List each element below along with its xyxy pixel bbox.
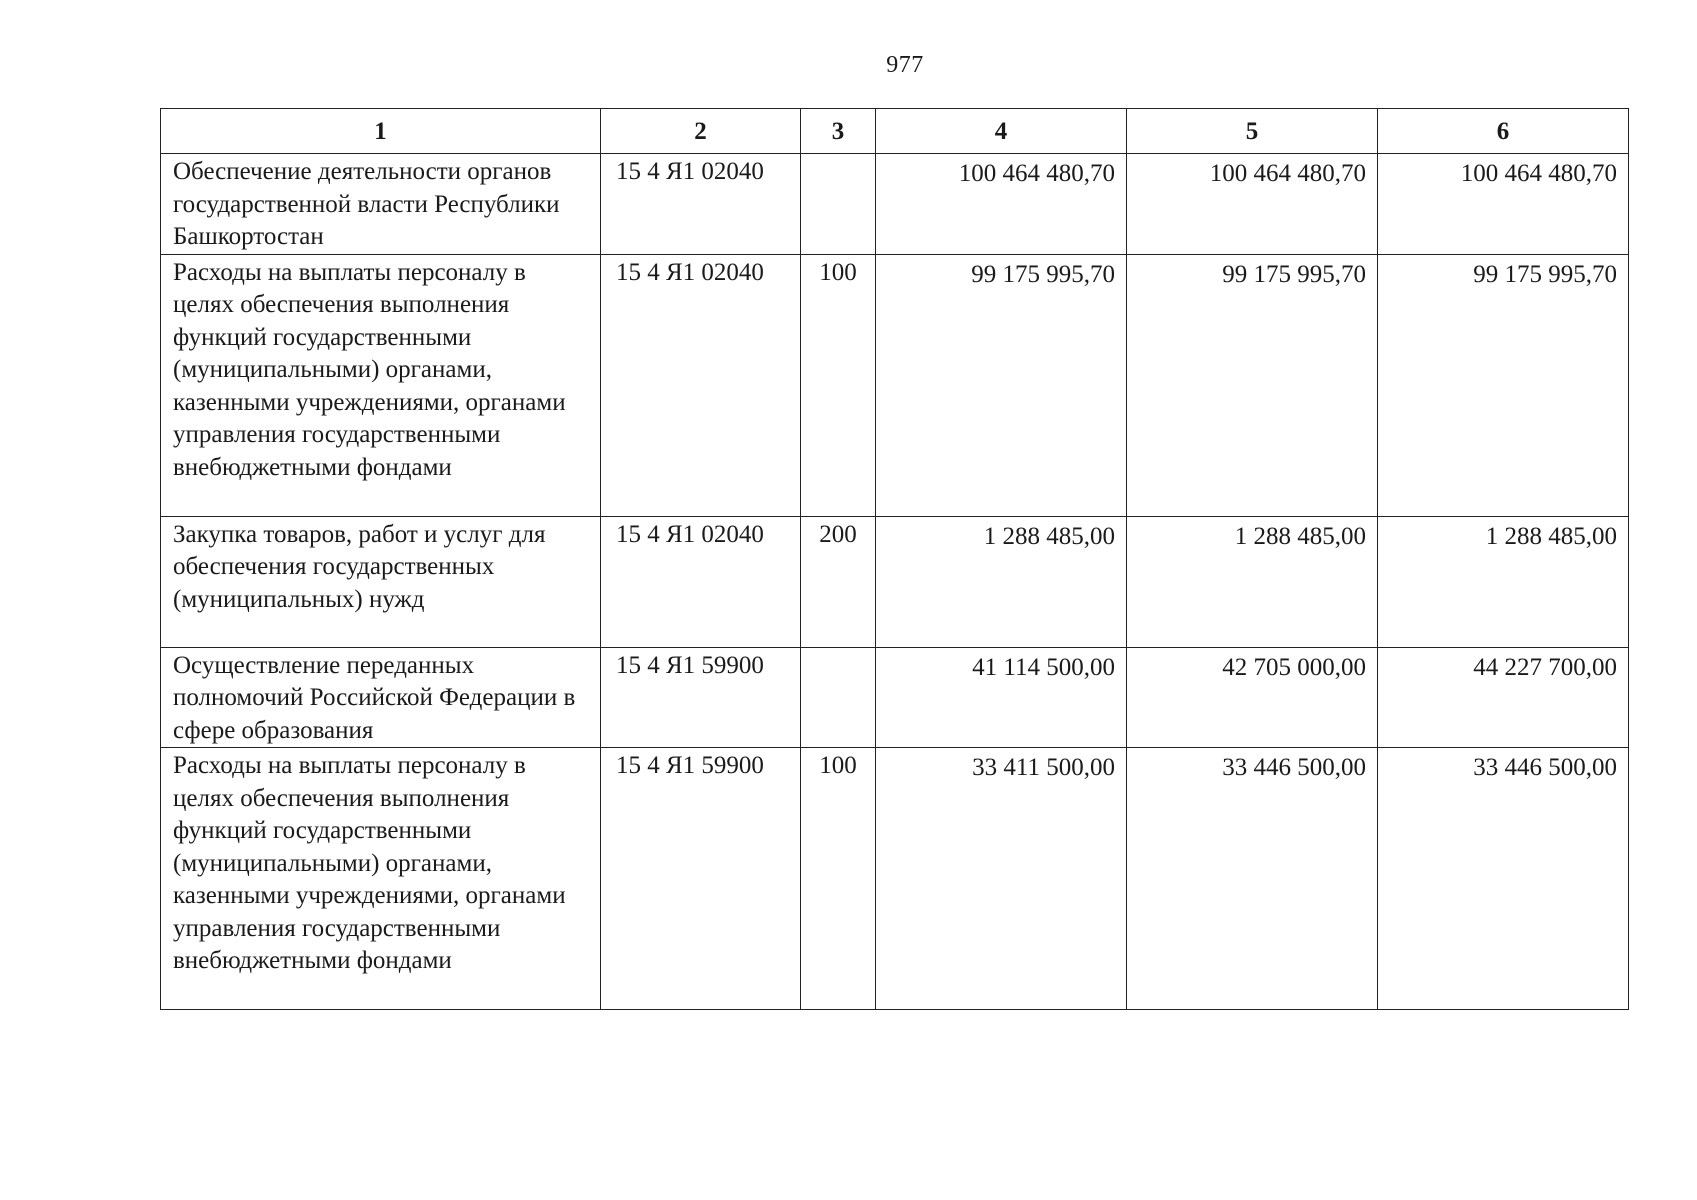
table-header-row — [161, 109, 1629, 154]
row-name: Осуществление переданных полномочий Российской Федерации в сфере образования — [161, 647, 601, 748]
row-amount-col4: 100 464 480,70 — [876, 154, 1127, 255]
row-amount-col6: 44 227 700,00 — [1378, 647, 1629, 748]
row-code: 15 4 Я1 02040 — [601, 154, 801, 255]
table-row — [161, 647, 1629, 748]
table-row — [161, 154, 1629, 255]
row-name: Обеспечение деятельности органов государственной власти Республики Башкортостан — [161, 154, 601, 255]
column-header-2: 2 — [601, 109, 801, 154]
row-code: 15 4 Я1 02040 — [601, 254, 801, 516]
column-header-4: 4 — [876, 109, 1127, 154]
row-amount-col4: 33 411 500,00 — [876, 748, 1127, 1010]
row-amount-col5: 1 288 485,00 — [1127, 516, 1378, 647]
table-row — [161, 748, 1629, 1010]
row-expense-type: 100 — [801, 254, 876, 516]
row-amount-col4: 41 114 500,00 — [876, 647, 1127, 748]
budget-table — [160, 108, 1629, 1010]
row-code: 15 4 Я1 02040 — [601, 516, 801, 647]
table-row — [161, 254, 1629, 516]
row-amount-col4: 99 175 995,70 — [876, 254, 1127, 516]
page-number: 977 — [886, 52, 924, 78]
row-expense-type: 100 — [801, 748, 876, 1010]
row-amount-col5: 100 464 480,70 — [1127, 154, 1378, 255]
row-name: Расходы на выплаты персоналу в целях обеспечения выполнения функций государственными (муниципальными) органами, казенными учреждениями, органами управления государственными внебюджетными фондами — [161, 748, 601, 1010]
row-expense-type — [801, 154, 876, 255]
row-name: Закупка товаров, работ и услуг для обеспечения государственных (муниципальных) нужд — [161, 516, 601, 647]
column-header-5: 5 — [1127, 109, 1378, 154]
row-amount-col5: 42 705 000,00 — [1127, 647, 1378, 748]
column-header-6: 6 — [1378, 109, 1629, 154]
row-amount-col6: 1 288 485,00 — [1378, 516, 1629, 647]
row-code: 15 4 Я1 59900 — [601, 647, 801, 748]
table-row — [161, 516, 1629, 647]
column-header-3: 3 — [801, 109, 876, 154]
row-code: 15 4 Я1 59900 — [601, 748, 801, 1010]
row-expense-type: 200 — [801, 516, 876, 647]
row-amount-col6: 33 446 500,00 — [1378, 748, 1629, 1010]
row-expense-type — [801, 647, 876, 748]
row-name: Расходы на выплаты персоналу в целях обеспечения выполнения функций государственными (муниципальными) органами, казенными учреждениями, органами управления государственными внебюджетными фондами — [161, 254, 601, 516]
row-amount-col4: 1 288 485,00 — [876, 516, 1127, 647]
row-amount-col6: 99 175 995,70 — [1378, 254, 1629, 516]
column-header-1: 1 — [161, 109, 601, 154]
row-amount-col5: 33 446 500,00 — [1127, 748, 1378, 1010]
row-amount-col6: 100 464 480,70 — [1378, 154, 1629, 255]
row-amount-col5: 99 175 995,70 — [1127, 254, 1378, 516]
